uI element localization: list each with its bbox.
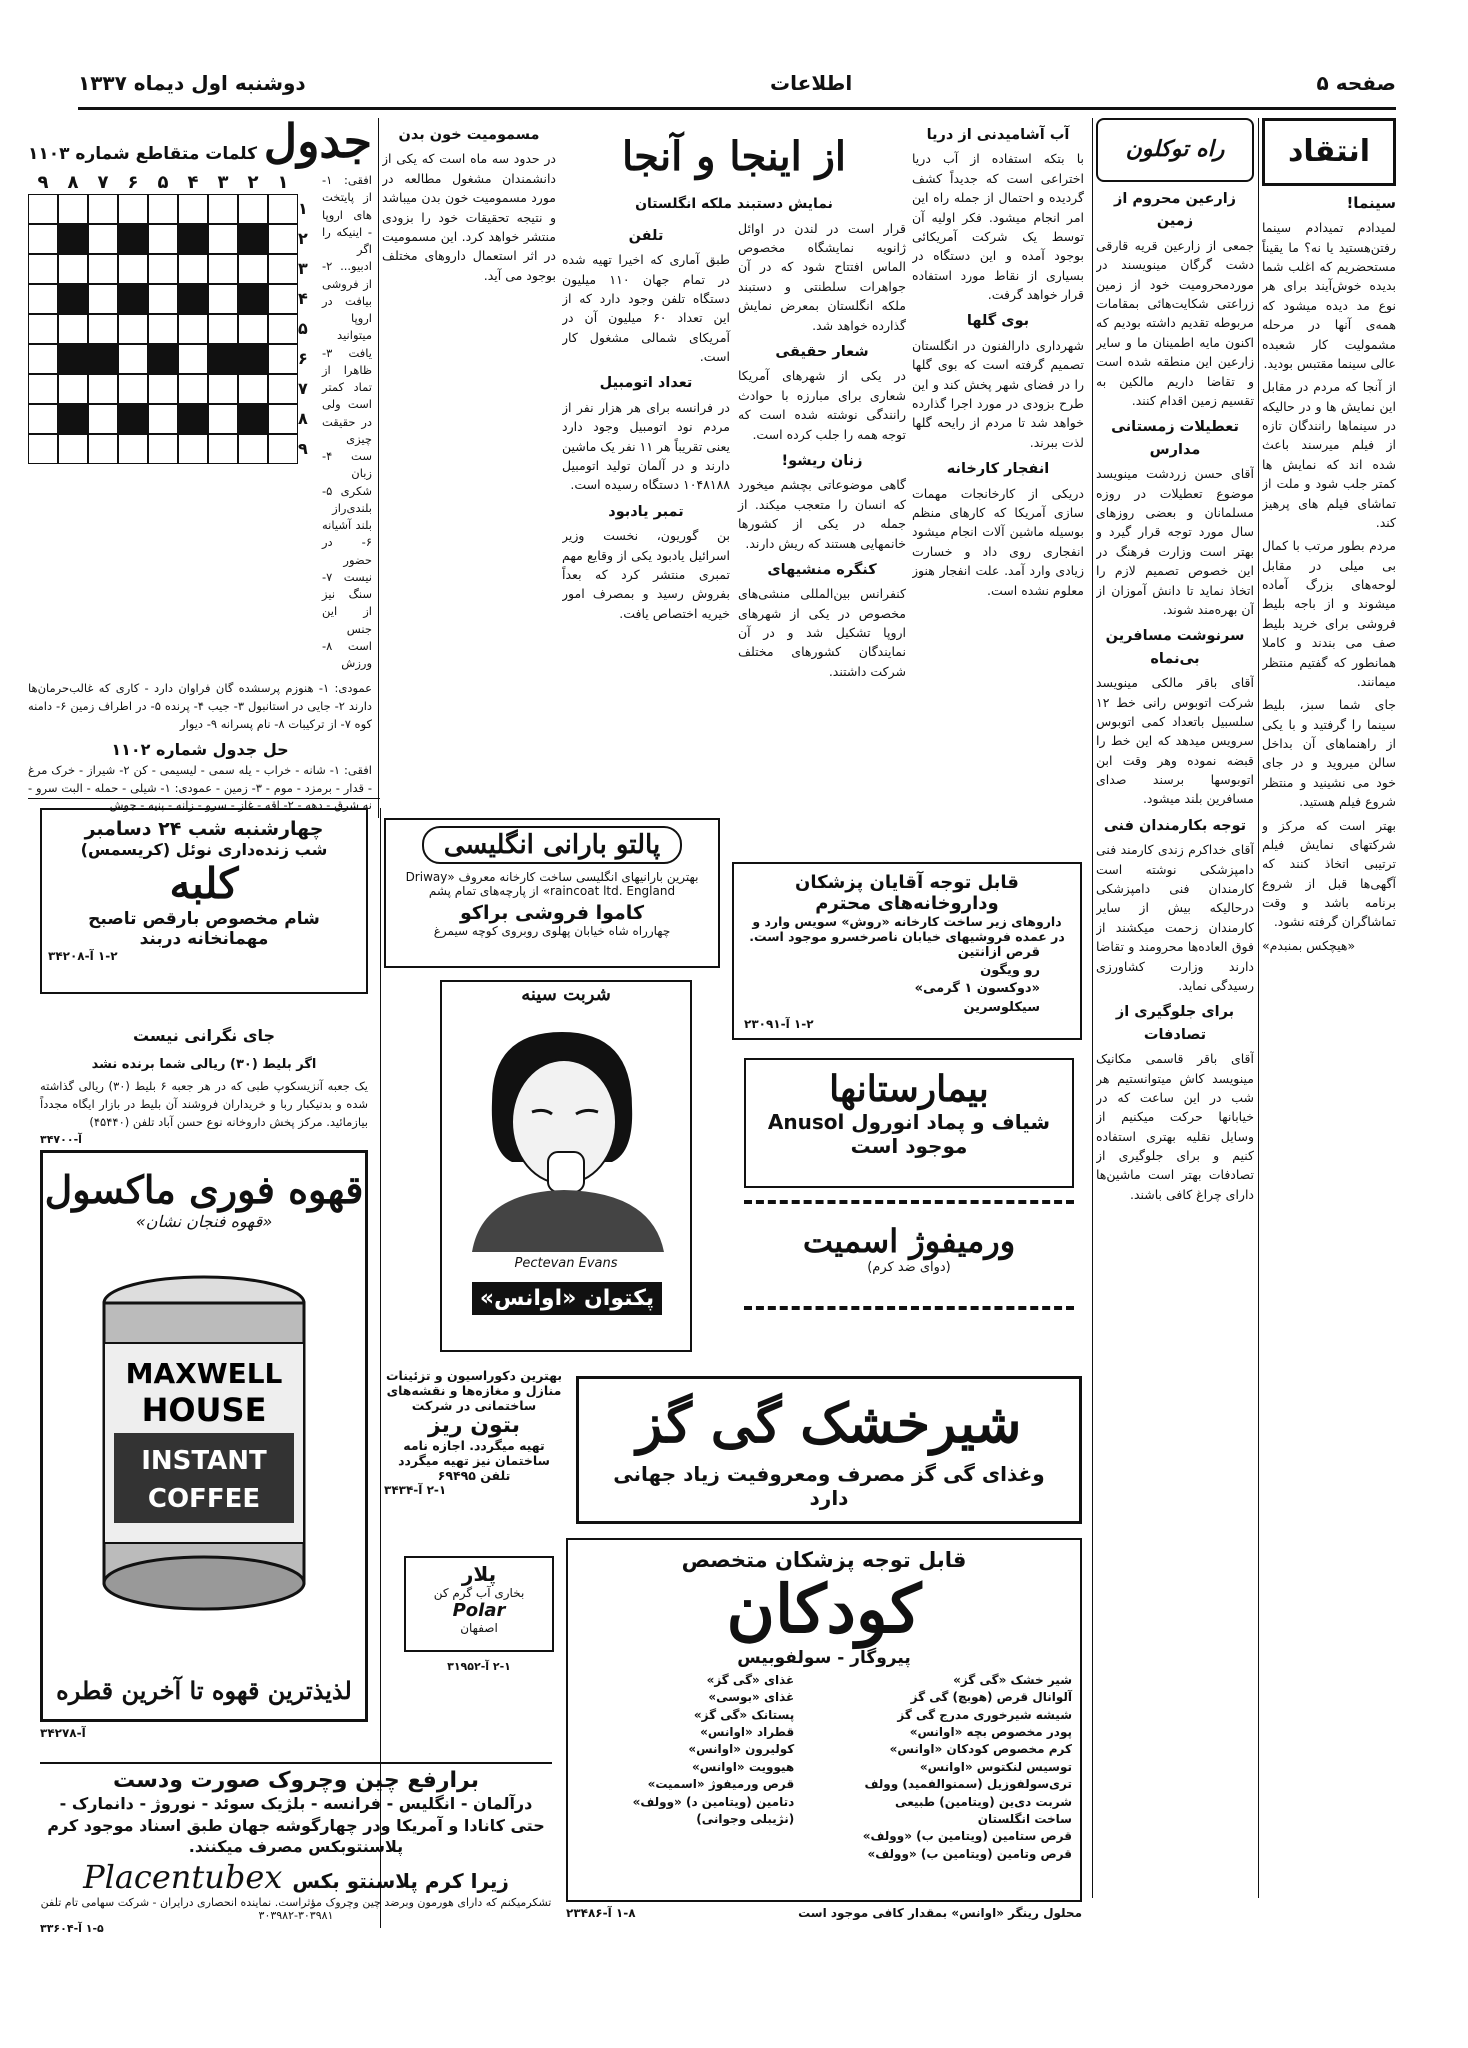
section-text: گاهی موضوعاتی بچشم میخورد که انسان را متعجب میکند. از جمله در یکی از کشورها خانمهایی هستند که ریش دارند. <box>738 477 906 551</box>
ad-title: پالتو بارانی انگلیسی <box>422 826 682 864</box>
ad-line: شیاف و پماد انورول Anusol <box>767 1110 1051 1134</box>
issue-date: دوشنبه اول دیماه ۱۳۳۷ <box>78 70 306 95</box>
col-number: ۱ <box>277 172 289 193</box>
crossword-cell <box>178 314 208 344</box>
blood-poison-column <box>382 118 556 808</box>
ad-subtitle: (دوای ضد کرم) <box>867 1260 951 1275</box>
ad-text: تهیه میگردد. اجازه نامه ساختمان نیز تهیه میگردد <box>398 1438 550 1468</box>
can-text: HOUSE <box>141 1391 267 1429</box>
crossword-black-cell <box>148 344 178 374</box>
product: پستانک «گی گز» <box>693 1707 795 1722</box>
ad-latin: Placentubex <box>83 1857 283 1896</box>
crossword-cell <box>268 224 298 254</box>
news-column <box>912 118 1084 858</box>
crossword-black-cell <box>178 404 208 434</box>
section-title: زنان ریشو! <box>781 452 863 469</box>
crossword-cell <box>238 374 268 404</box>
section-text: در فرانسه برای هر هزار نفر از مردم نود اتومبیل وجود دارد یعنی تقریباً هر ۱۱ نفر یک ماشین دارند و در آلمان تولید اتومبیل ۱۰۴۸۱۸۸ دستگاه رسیده است. <box>562 399 730 493</box>
crossword-cell <box>28 194 58 224</box>
feature-title: از اینجا و آنجا <box>621 133 847 180</box>
ad-slogan: لذیذترین قهوه تا آخرین قطره <box>56 1676 352 1705</box>
section-title: کنگره منشیهای <box>767 561 877 578</box>
crossword-cell <box>58 194 88 224</box>
section-title: تعطیلات زمستانی مدارس <box>1111 419 1239 458</box>
crossword-cell <box>238 434 268 464</box>
signoff: «هیچکس بمنبدم» <box>1262 937 1356 953</box>
pediatric-footer <box>566 1906 1082 1920</box>
section-title: آب آشامیدنی از دریا <box>926 127 1070 143</box>
crossword-cell <box>268 434 298 464</box>
placentubex-ad <box>40 1762 552 1935</box>
crossword-cell <box>88 224 118 254</box>
product-list-left <box>576 1672 794 1863</box>
col-number: ۴ <box>187 172 199 193</box>
crossword-row <box>28 344 298 374</box>
ad-title: جای نگرانی نیست <box>132 1026 276 1045</box>
section-title: برای جلوگیری از تصادفات <box>1115 1004 1235 1043</box>
product: قرص ورمیفوژ «اسمیت» <box>647 1777 795 1792</box>
crossword-cell <box>208 314 238 344</box>
crossword-cell <box>58 374 88 404</box>
ad-line: موجود است <box>850 1134 968 1158</box>
crossword-black-cell <box>238 404 268 434</box>
row-number: ۷ <box>298 379 308 398</box>
crossword-subtitle: کلمات متقاطع شماره ۱۱۰۳ <box>28 144 257 164</box>
paragraph: بهتر است که مرکز و شرکتهای نمایش فیلم ترتیبی اتخاذ کنند که آگهی‌ها قبل از شروع برنامه باشد و وقت تماشاگران گرفته نشود. <box>1262 817 1396 930</box>
pectevan-ad <box>440 980 692 1352</box>
col-number: ۵ <box>157 172 169 193</box>
row-number: ۳ <box>298 259 308 278</box>
section-text: آقای خداکرم زندی کارمند فنی دامپزشکی نوشته است کارمندان فنی دامپزشکی درحالیکه بیش از سایر کارمندان زحمت میکشند از فوق العاده‌ها محرومند و تقاضا دارند وزارت کشاورزی رسیدگی نماید. <box>1096 842 1254 993</box>
section-text: دریکی از کارخانجات مهمات سازی آمریکا که کارهای منظم بوسیله ماشین آلات انجام میشود انفجاری روی داد و خسارت زیادی وارد آمد. علت انفجار هنوز معلوم نشده است. <box>912 485 1084 598</box>
product: قطراد «اوانس» <box>700 1725 795 1740</box>
row-number: ۲ <box>298 229 308 248</box>
crossword-cell <box>88 434 118 464</box>
product: پودر مخصوص بچه «اوانس» <box>909 1725 1072 1740</box>
crossword-cell <box>208 224 238 254</box>
crossword-cell <box>148 254 178 284</box>
product: غذای «گی گز» <box>706 1672 795 1687</box>
pediatric-ad <box>566 1538 1082 1902</box>
ad-line: شام مخصوص بارقص تاصبح <box>88 909 320 930</box>
letters-column <box>1096 118 1254 1898</box>
section-text: آقای حسن زردشت مینویسد موضوع تعطیلات در روزه مسلمانان و بعضی روزهای سال مورد توجه قرار گیرد و بهتر است وزارت فرهنگ در این خصوص تصمیم لازم را اتخاذ نماید تا دانش آموزان از آن بهره‌مند شوند. <box>1096 466 1254 617</box>
section-title: تلفن <box>628 227 664 244</box>
ad-code: ۲-۱ آ-۳۴۳۴ <box>384 1483 447 1497</box>
crossword-cell <box>268 374 298 404</box>
solution-title: حل جدول شماره ۱۱۰۲ <box>111 739 289 759</box>
crossword-cell <box>208 254 238 284</box>
ad-title: قابل توجه پزشکان متخصص <box>681 1548 967 1572</box>
crossword-col-numbers <box>28 172 316 194</box>
ad-subtitle: وغذای گی گز مصرف ومعروفیت زیاد جهانی دارد <box>613 1461 1045 1510</box>
crossword-cell <box>178 374 208 404</box>
crossword-cell <box>28 374 58 404</box>
crossword-cell <box>178 434 208 464</box>
brand-name: پکتوان «اوانس» <box>472 1282 662 1315</box>
crossword-cell <box>58 434 88 464</box>
crossword-cell <box>88 374 118 404</box>
crossword-cell <box>178 194 208 224</box>
crossword-cell <box>208 374 238 404</box>
letters-logo: راه توکلون <box>1096 118 1254 182</box>
crossword-black-cell <box>178 224 208 254</box>
ad-title: برارفع چین وچروک صورت ودست <box>113 1768 479 1793</box>
crossword-cell <box>238 254 268 284</box>
drug-item: سیکلوسرین <box>963 999 1040 1015</box>
section-title: تعداد اتومبیل <box>599 375 693 392</box>
crossword-cell <box>268 314 298 344</box>
crossword-cell <box>58 314 88 344</box>
crossword-black-cell <box>58 284 88 314</box>
section-title: تمبر یادبود <box>608 503 684 520</box>
ad-code: ۲-۱ آ-۳۱۹۵۲ <box>447 1660 511 1673</box>
product: هیوویت «اوانس» <box>691 1759 795 1774</box>
crossword-row <box>28 284 298 314</box>
crossword-cell <box>118 344 148 374</box>
ad-text: بخاری آب گرم کن <box>433 1586 525 1600</box>
product: (نژیبلی وجوانی) <box>696 1812 795 1827</box>
paragraph: لمیدادم تمیدادم سینما رفتن‌هستید یا نه؟ ما یقیناً مستحضریم که اغلب شما بدیده خوش‌آیند برای هر نوع مد دیده میشود که همه‌ی آنها در مرحله مشمولیت کار شعبده عالی سینما مقتبس بودید. <box>1262 220 1396 371</box>
crossword-black-cell <box>88 344 118 374</box>
product: ساخت انگلستان <box>977 1812 1072 1827</box>
ad-subtitle: اگر بلیط (۳۰) ریالی شما برنده نشد <box>91 1056 317 1072</box>
crossword-cell <box>118 434 148 464</box>
crossword-section <box>28 114 373 813</box>
criticism-column <box>1262 118 1396 1898</box>
crossword-cell <box>118 254 148 284</box>
ad-title: قهوه فوری ماکسول <box>44 1167 364 1212</box>
ad-footer: تشکرمیکنم که دارای هورمون وبرضد چین وچروک مؤثراست. نماینده انحصاری درایران - شرکت سهامی تام تلفن ۳۰۳۹۸۱-۳۰۳۹۸۲ <box>40 1895 552 1922</box>
ad-name: بتون ریز <box>427 1413 521 1438</box>
crossword-cell <box>268 404 298 434</box>
product: تری‌سولفوزیل (سمنوالفمید) وولف <box>864 1777 1072 1792</box>
product: قرص وتامین (ویتامین ب) «وولف» <box>867 1846 1072 1861</box>
section-text: با بتکه استفاده از آب دریا اختراعی است که جدیداً کشف گردیده و احتمال از جمله راه این امر انجام میشود. فکر اولیه آن توسط یک شرکت آمریکائی بوجود آمده و این دستگاه در بسیاری از نقاط مورد استفاده قرار خواهد گرفت. <box>912 151 1084 303</box>
ad-title: ورمیفوژ اسمیت <box>802 1222 1016 1260</box>
crossword-cell <box>28 254 58 284</box>
criticism-logo: انتقاد <box>1262 118 1396 186</box>
divider <box>28 798 380 799</box>
crossword-cell <box>58 254 88 284</box>
crossword-cell <box>88 404 118 434</box>
col-number: ۲ <box>247 172 259 193</box>
anusol-ad <box>744 1058 1074 1188</box>
crossword-cell <box>28 284 58 314</box>
brand-latin: Pectevan Evans <box>514 1256 618 1271</box>
section-text: طبق آماری که اخیرا تهیه شده در تمام جهان ۱۱۰ میلیون دستگاه تلفن وجود دارد که از این تعداد ۶۰ میلیون آن در آمریکای شمالی مشغول کار است. <box>562 252 730 365</box>
coffee-can <box>97 1273 311 1613</box>
raincoat-ad <box>384 818 720 968</box>
page-header <box>78 58 1396 110</box>
ad-footer: محلول رینگر «اوانس» بمقدار کافی موجود است <box>798 1906 1082 1920</box>
crossword-grid <box>28 194 298 464</box>
crossword-cell <box>178 344 208 374</box>
polar-ad <box>404 1556 554 1652</box>
ad-text: بهترین دکوراسیون و تزئینات منازل و مغازه‌ها و نقشه‌های ساختمانی در شرکت <box>385 1368 563 1413</box>
crossword-cell <box>238 194 268 224</box>
crossword-cell <box>148 224 178 254</box>
ad-sub: پیروگار - سولفوبیس <box>737 1647 911 1668</box>
crossword-cell <box>148 194 178 224</box>
section-text: بن گوریون، نخست وزیر اسرائیل یادبود یکی از وقایع مهم تمبری منتشر کرد که بعداً بفروش رسید و بمصرف امور خیریه اختصاص یافت. <box>562 528 730 621</box>
crossword-row <box>28 224 298 254</box>
can-text: COFFEE <box>147 1484 261 1514</box>
row-number: ۱ <box>298 199 308 218</box>
decor-ad <box>384 1368 564 1536</box>
ad-code: آ-۳۴۷۰۰ <box>40 1133 82 1147</box>
crossword-cell <box>28 344 58 374</box>
ad-city: اصفهان <box>460 1621 498 1635</box>
ad-address: چهارراه شاه خیابان پهلوی روبروی کوچه سیمرغ <box>433 924 671 938</box>
col-number: ۳ <box>217 172 229 193</box>
ad-brand-line: زیرا کرم پلاسنتو بکس <box>292 1868 509 1893</box>
vermifuge-ad <box>744 1200 1074 1310</box>
ad-code: ۱-۲ آ-۲۳۰۹۱ <box>744 1016 814 1031</box>
crossword-cell <box>28 434 58 464</box>
product: کولیرون «اوانس» <box>688 1742 795 1757</box>
crossword-cell <box>238 314 268 344</box>
gigs-milk-ad <box>576 1376 1082 1524</box>
col-number: ۷ <box>97 172 109 193</box>
crossword-black-cell <box>118 284 148 314</box>
ad-line: شب زنده‌داری نوئل (کریسمس) <box>80 840 328 859</box>
ad-big: کودکان <box>726 1570 922 1648</box>
crossword-cell <box>118 374 148 404</box>
here-and-there <box>562 118 906 858</box>
crossword-cell <box>268 284 298 314</box>
divider <box>1258 118 1259 1898</box>
crossword-black-cell <box>118 224 148 254</box>
ad-code: ۱-۸ آ-۲۳۴۸۶ <box>566 1906 636 1920</box>
drug-item: رو ویگون <box>980 963 1040 979</box>
section-title: انفجار کارخانه <box>946 461 1050 478</box>
drug-item: «دوکسون ۱ گرمی» <box>914 981 1040 997</box>
crossword-cell <box>28 314 58 344</box>
divider <box>1092 118 1093 1898</box>
section-text: در حدود سه ماه است که یکی از دانشمندان مشغول مطالعه در مورد مسمومیت خون بدن میباشد و نتیجه تحقیقات خود را بزودی منتشر خواهد کرد. این مسمومیت در اثر استعمال داروهای مختلف بوجود می آید. <box>382 151 556 283</box>
solution-text: افقی: ۱- شانه - خراب - یله سمی - لیسیمی - کن ۲- شیراز - خرک مرغ - قدار - برمزد - موم - ۳- زمین - عمودی: ۱- شیلی - حمله - البت سرو - نه شرق - دهه - ۲- اقه - غاز - سرو - زانه - پنیه - جوش <box>28 762 372 813</box>
col-number: ۸ <box>67 172 79 193</box>
crossword-black-cell <box>178 284 208 314</box>
product: غذای «بوسی» <box>708 1690 795 1705</box>
crossword-cell <box>268 344 298 374</box>
coughing-woman-illustration <box>452 1012 682 1252</box>
crossword-row <box>28 194 298 224</box>
section-text: در یکی از شهرهای آمریکا شعاری برای مبارزه با حوادث رانندگی نوشته شده است که توجه همه را جلب کرده است. <box>738 368 906 442</box>
crossword-black-cell <box>238 344 268 374</box>
ad-title: شیرخشک گی گز <box>636 1391 1022 1455</box>
crossword-cell <box>268 194 298 224</box>
row-number: ۶ <box>298 349 308 368</box>
ad-text: درآلمان - انگلیس - فرانسه - بلژیک سوئد - نوروژ - دانمارک - حتی کانادا و آمریکا ودر چهارگوشه جهان طبق اسناد موجود کرم پلاسنتوبکس مصرف میکنند. <box>47 1794 545 1857</box>
crossword-black-cell <box>58 224 88 254</box>
feature-subtitle: نمایش دستبند ملکه انگلستان <box>635 196 833 212</box>
crossword-cell <box>178 254 208 284</box>
section-title: زارعین محروم از زمین <box>1113 191 1237 230</box>
crossword-cell <box>268 254 298 284</box>
criticism-title: سینما! <box>1346 194 1396 212</box>
crossword-cell <box>28 404 58 434</box>
section-text: آقای باقر قاسمی مکانیک مینویسد کاش میتوانستیم هر شب در این ساعت که در خیابانها حرکت میکنیم از وسایل نقلیه بهتری استفاده کنیم و برای جلوگیری از تصادفات بهتر است ماشین‌ها دارای چراغ کافی باشند. <box>1096 1051 1254 1202</box>
crossword-title: جدول <box>263 114 372 168</box>
crossword-cell <box>88 314 118 344</box>
product-list-right <box>804 1672 1072 1863</box>
crossword-row <box>28 314 298 344</box>
paragraph: مردم بطور مرتب با کمال بی میلی در مقابل لوحه‌های بزرگ آماده میشوند و از باجه بلیط فروشی برای خرید بلیط صف می بندند و کاملا همانطور که گفتیم منتظر میمانند. <box>1262 538 1396 689</box>
row-number: ۵ <box>298 319 308 338</box>
crossword-black-cell <box>208 344 238 374</box>
section-title: بوی گلها <box>966 313 1030 330</box>
section-title: توجه بکارمندان فنی <box>1103 817 1247 834</box>
crossword-black-cell <box>58 404 88 434</box>
crossword-black-cell <box>118 404 148 434</box>
drug-item: قرص ازانتین <box>957 945 1040 960</box>
product: شربت دی‌ین (ویتامین) طبیعی <box>895 1794 1072 1809</box>
page-number: صفحه ۵ <box>1316 70 1396 95</box>
ad-code: ۱-۲ آ-۳۴۲۰۸ <box>48 949 118 964</box>
crossword-clues-vertical: عمودی: ۱- هنوزم پرسشده گان فراوان دارد - کاری که غالب‌حرمان‌ها دارند ۲- جایی در استانبول ۳- جیب ۴- پرنده ۵- در اطراف زمین ۶- دامنه کوه ۷- از ترکیبات ۸- نام پسرانه ۹- دیوار <box>28 681 373 731</box>
col-number: ۶ <box>127 172 139 193</box>
crossword-cell <box>208 434 238 464</box>
crossword-cell <box>208 404 238 434</box>
crossword-cell <box>28 224 58 254</box>
product: قرص ستامین (ویتامین ب) «وولف» <box>862 1829 1072 1844</box>
ad-subtitle: «قهوه فنجان نشان» <box>135 1212 273 1231</box>
section-text: شهرداری دارالفنون در انگلستان تصمیم گرفته است که بوی گلها را در فضای شهر پخش کند و این طرح بزودی در مورد اجرا گذارده خواهد شد تا مردم از رایحه گلها لذت ببرند. <box>912 337 1084 450</box>
col-number: ۹ <box>37 172 49 193</box>
crossword-cell <box>88 254 118 284</box>
lottery-ad <box>40 1018 369 1147</box>
paragraph: جای شما سبز، بلیط سینما را گرفتید و با یکی از راهنماهای آن بداخل سالن میروید و در جای خود می نشینید و منتظر شروع فیلم هستید. <box>1262 697 1396 810</box>
product: توسیس لنکتوس «اوانس» <box>919 1759 1072 1774</box>
section-title: شعار حقیقی <box>775 343 869 360</box>
crossword-cell <box>118 194 148 224</box>
crossword-row <box>28 374 298 404</box>
newspaper-name: اطلاعات <box>770 70 853 95</box>
ad-code: ۱-۵ آ-۳۳۶۰۴ <box>40 1921 104 1935</box>
crossword-row <box>28 254 298 284</box>
product: شیر خشک «گی گز» <box>953 1672 1072 1687</box>
crossword-row-numbers <box>298 194 316 464</box>
section-text: کنفرانس بین‌المللی منشی‌های مخصوص در یکی از شهرهای اروپا تشکیل شد و در آن نمایندگان کشورهای مختلف شرکت داشتند. <box>738 586 906 679</box>
ad-line: چهارشنبه شب ۲۴ دسامبر <box>84 818 324 840</box>
ad-title: بیمارستانها <box>829 1068 989 1110</box>
ad-text: یک جعبه آنزیسکوپ طبی که در هر جعبه ۶ بلیط (۳۰) ریالی گذاشته شده و بدنیکبار ربا و خریداران فروشند آن بلیط در بازار ایگاه مجدداً بیازمائید. مرکز پخش داروخانه نوع حسن آباد تلفن (۴۵۴۴۰) <box>40 1078 369 1129</box>
ad-code: آ-۳۴۲۷۸ <box>40 1726 86 1740</box>
crossword-black-cell <box>238 284 268 314</box>
section-text: جمعی از زارعین قریه قارقی دشت گرگان مینویسند در موردمحرومیت خود از زمین زراعتی شکایت‌هائی بمقامات مربوطه تقدیم داشته بودیم که اکنون مایه اطمینان ما و سایر زارعین این منطقه شده است و تقاضا داریم مالکین به تقسیم زمین اقدام کنند. <box>1096 237 1254 408</box>
product: دتامین (ویتامین د) «وولف» <box>632 1794 795 1809</box>
crossword-cell <box>208 194 238 224</box>
crossword-cell <box>148 404 178 434</box>
can-text: MAXWELL <box>125 1357 283 1390</box>
ad-line: مهمانخانه دربند <box>139 929 269 950</box>
ad-text: بهترین بارانیهای انگلیسی ساخت کارخانه معروف «Driway raincoat ltd. England» از پارچه‌های تمام پشم <box>405 870 699 898</box>
crossword-cell <box>88 194 118 224</box>
section-text: آقای باقر مالکی مینویسد شرکت اتوبوس رانی خط ۱۲ سلسبیل باتعداد کمی اتوبوس سرویس میدهد که این خط را قبضه نموده وهر وقت ابن اتوبوسها برسند صدای مسافرین بلند میشود. <box>1096 675 1254 807</box>
crossword-cell <box>88 284 118 314</box>
ad-title: پلار <box>461 1562 497 1586</box>
ad-phone: تلفن ۶۹۴۹۵ <box>437 1468 511 1483</box>
product: کرم مخصوص کودکان «اوانس» <box>889 1742 1072 1757</box>
crossword-cell <box>148 434 178 464</box>
row-number: ۹ <box>298 439 308 458</box>
product: شیشه شیرخوری مدرج گی گز <box>897 1707 1072 1722</box>
ad-text: داروهای زیر ساخت کارخانه «روش» سویس وارد و در عمده فروشیهای خیابان ناصرخسرو موجود است. <box>749 914 1065 944</box>
ad-title: قابل توجه آقایان پزشکان <box>795 872 1019 893</box>
ad-latin: Polar <box>452 1600 506 1621</box>
crossword-row <box>28 404 298 434</box>
ad-shop: کاموا فروشی براکو <box>459 902 644 924</box>
row-number: ۴ <box>298 289 308 308</box>
crossword-black-cell <box>58 344 88 374</box>
crossword-cell <box>208 284 238 314</box>
crossword-cell <box>148 284 178 314</box>
paragraph: از آنجا که مردم در مقابل این نمایش ها و در حالیکه در سینماها رانندگان تازه از فیلم میرسند باعث شده اند که نمایش ها کمتر جلب شود و ملت از تماشای فیلم های پرهیز کند. <box>1262 379 1396 530</box>
crossword-row <box>28 434 298 464</box>
section-title: مسمومیت خون بدن <box>398 127 540 143</box>
crossword-cell <box>148 374 178 404</box>
crossword-cell <box>148 314 178 344</box>
divider <box>378 118 379 818</box>
ad-title: شربت سینه <box>521 984 611 1005</box>
row-number: ۸ <box>298 409 308 428</box>
kolbeh-ad <box>40 808 368 994</box>
feature-intro: قرار است در لندن در اوائل ژانویه نمایشگاه مخصوص الماس افتتاح شود که در آن جواهرات سلطنتی و دستبند ملکه انگلستان بمعرض نمایش گذارده خواهد شد. <box>738 220 906 333</box>
can-text: INSTANT <box>141 1446 267 1476</box>
product: آلوانال قرص (هوبچ) گی گز <box>910 1690 1072 1705</box>
section-title: سرنوشت مسافرین بی‌نماه <box>1105 628 1245 667</box>
ad-title: وداروخانه‌های محترم <box>815 893 999 914</box>
crossword-clues-horizontal: افقی: ۱- از پایتخت های اروپا - اینیکه را اگر ادبیو... ۲- از فروشی بیافت در اروپا میتوانید یافت ۳- ظاهرا از تماد کمتر است ولی در حقیقت چیزی ست ۴- زبان شکری‌ ۵- بلندی‌راز بلند آشیانه ۶- در حضور نیست ۷- سنگ نیز از این جنس است ۸- ورزش <box>322 173 372 670</box>
crossword-black-cell <box>238 224 268 254</box>
maxwell-ad <box>40 1150 368 1722</box>
divider <box>380 808 381 1928</box>
ad-name: کلبه <box>169 859 239 908</box>
pharmacy-ad <box>732 862 1082 1040</box>
crossword-cell <box>118 314 148 344</box>
